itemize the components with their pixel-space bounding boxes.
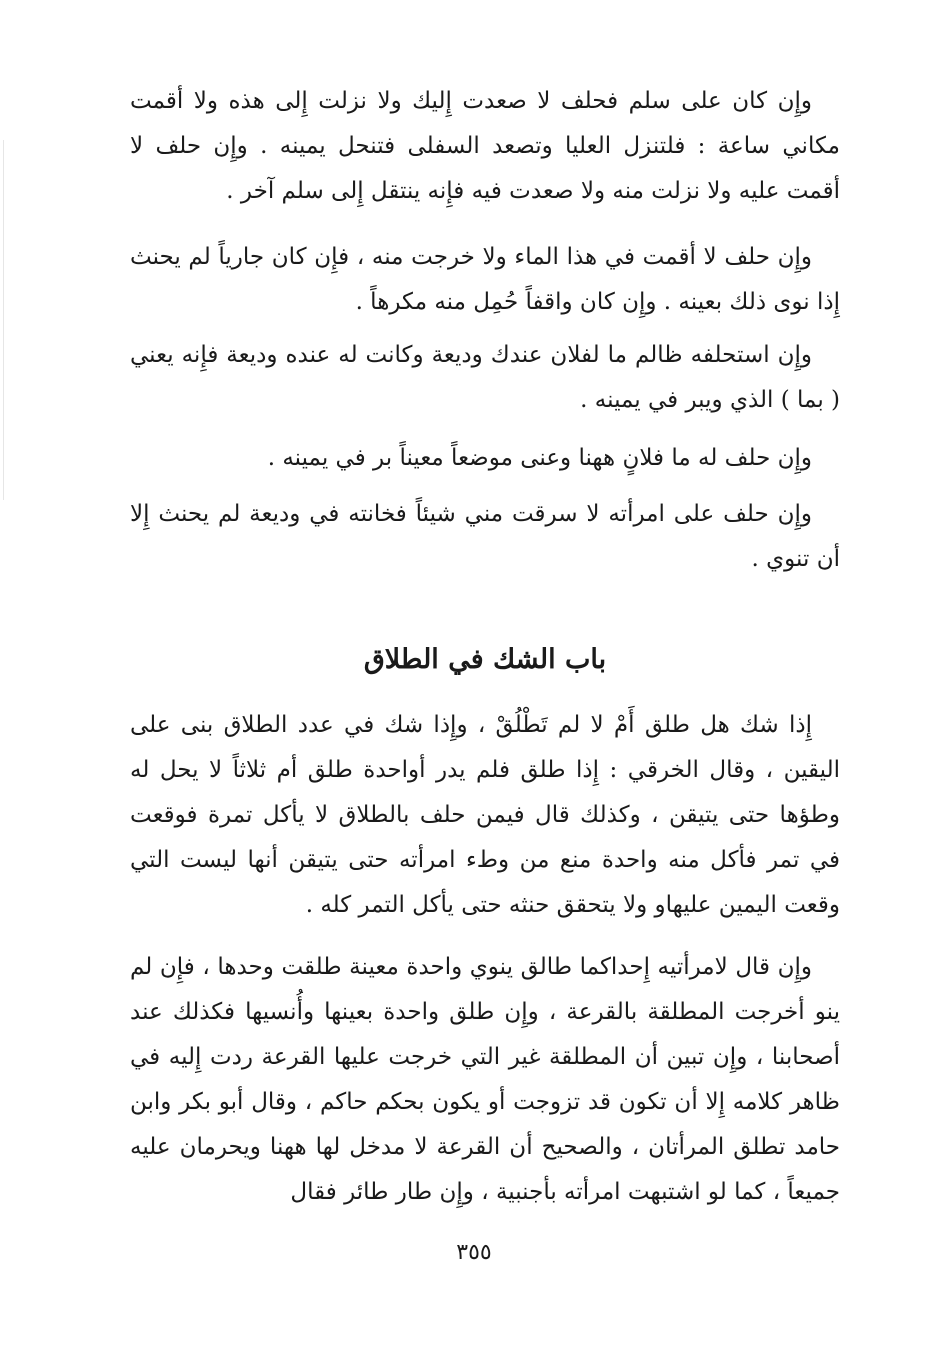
paragraph-person-here-oath: وإِن حلف له ما فلانٍ ههنا وعنى موضعاً معيناً بر في يمينه . xyxy=(267,445,812,471)
page-edge-shadow xyxy=(3,140,4,500)
paragraph-ladder-oath: وإِن كان على سلم فحلف لا صعدت إِليك ولا نزلت إِلى هذه ولا أقمت مكاني ساعة : فلتنزل العليا وتصعد السفلى فتنحل يمينه . وإِن حلف لا أقمت عليه ولا نزلت منه ولا صعدت فيه فإِنه ينتقل إِلى سلم آخر . xyxy=(130,88,840,204)
paragraph-theft-oath: وإِن حلف على امرأته لا سرقت مني شيئاً فخانته في وديعة لم يحنث إِلا أن تنوي . xyxy=(130,501,840,572)
page-number: ٣٥٥ xyxy=(456,1240,492,1265)
paragraph-two-wives: وإِن قال لامرأتيه إِحداكما طالق ينوي واحدة معينة طلقت وحدها ، فإِن لم ينو أخرجت المطلقة بالقرعة ، وإِن طلق واحدة بعينها وأُنسيها فكذلك عند أصحابنا ، وإِن تبين أن المطلقة غير التي خرجت عليها القرعة ردت إِليه في ظاهر كلامه إِلا أن تكون قد تزوجت أو يكون بحكم حاكم ، وقال أبو بكر وابن حامد تطلق المرأتان ، والصحيح أن القرعة لا مدخل لها ههنا ويحرمان عليه جميعاً ، كما لو اشتبهت امرأته بأجنبية ، وإِن طار طائر فقال xyxy=(130,954,840,1205)
paragraph-deposit-oath: وإِن استحلفه ظالم ما لفلان عندك وديعة وكانت له عنده وديعة فإِنه يعني ( بما ) الذي ويبر في يمينه . xyxy=(130,342,840,413)
paragraph-water-oath: وإِن حلف لا أقمت في هذا الماء ولا خرجت منه ، فإِن كان جارياً لم يحنث إِذا نوى ذلك بعينه . وإِن كان واقفاً حُمِل منه مكرهاً . xyxy=(130,244,840,315)
paragraph-doubt-divorce: إِذا شك هل طلق أَمْ لا لم تَطْلُقْ ، وإِذا شك في عدد الطلاق بنى على اليقين ، وقال الخرقي : إِذا طلق فلم يدر أواحدة طلق أم ثلاثاً لا يحل له وطؤها حتى يتيقن ، وكذلك قال فيمن حلف بالطلاق لا يأكل تمرة فوقعت في تمر فأكل منه واحدة منع من وطء امرأته حتى يتيقن أنها ليست التي وقعت اليمين عليهاو ولا يتحقق حنثه حتى يأكل التمر كله . xyxy=(130,712,841,918)
section-heading: باب الشك في الطلاق xyxy=(363,644,607,675)
